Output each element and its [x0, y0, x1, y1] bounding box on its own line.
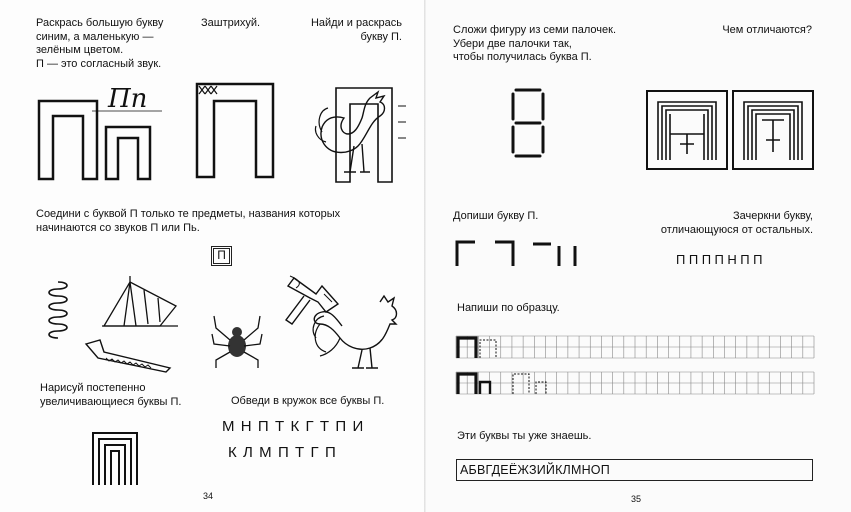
task-differences: Чем отличаются?	[722, 24, 812, 36]
task-draw-growing: Нарисуй постепенно увеличивающиеся буквы П.	[40, 382, 182, 408]
sample-letter	[513, 374, 529, 394]
tent-icon	[100, 276, 180, 328]
task-circle-letters: Обведи в кружок все буквы П.	[231, 395, 385, 407]
saw-icon	[84, 338, 172, 374]
alphabet-box: АБВГДЕЁЖЗИЙКЛМНОП	[456, 459, 813, 481]
big-outline-p-icon	[38, 100, 98, 180]
difference-square-2-icon	[732, 90, 814, 170]
seven-sticks-icon	[510, 88, 546, 158]
boxed-letter: П	[211, 246, 232, 266]
small-outline-p-icon	[105, 126, 151, 180]
shade-p-icon	[195, 82, 275, 178]
letters-row-2: КЛМПТГП	[228, 444, 343, 461]
task-known-letters: Эти буквы ты уже знаешь.	[457, 430, 592, 442]
task-seven-sticks: Сложи фигуру из семи палочек. Убери две палочки так, чтобы получилась буква П.	[453, 24, 617, 63]
task-cross-out: Зачеркни букву, отличающуюся от остальных.	[660, 210, 813, 236]
sample-letter	[480, 382, 490, 394]
task-write-sample: Напиши по образцу.	[457, 302, 560, 314]
writing-grid-2[interactable]	[456, 372, 814, 394]
page-gutter	[424, 0, 426, 512]
rooster-letter-icon	[314, 82, 410, 184]
page-number-left: 34	[203, 491, 214, 501]
nested-p-icon	[92, 432, 138, 486]
spider-icon	[212, 312, 262, 368]
task-find-letter: Найди и раскрась букву П.	[310, 17, 402, 43]
writing-grid-1[interactable]	[456, 336, 814, 358]
cursive-underline-icon	[92, 110, 162, 114]
sample-letter	[536, 382, 546, 394]
partial-strokes-icon	[455, 238, 585, 268]
task-color-letter: Раскрась большую букву синим, а маленькую — зелёным цветом. П — это согласный звук.	[36, 17, 164, 70]
rooster-icon	[310, 294, 402, 372]
task-shade: Заштрихуй.	[201, 17, 261, 29]
task-complete-letter: Допиши букву П.	[453, 210, 539, 222]
letters-row-1: МНПТКГТПИ	[222, 418, 370, 435]
cursive-letters: Пп	[108, 84, 148, 114]
spring-icon	[40, 280, 76, 342]
difference-square-1-icon	[646, 90, 728, 170]
page-number-right: 35	[631, 494, 642, 504]
odd-letters-row: ППППНПП	[676, 252, 766, 267]
task-connect: Соедини с буквой П только те предметы, названия которых начинаются со звуков П или Пь.	[36, 208, 341, 234]
sample-letter	[480, 340, 496, 358]
